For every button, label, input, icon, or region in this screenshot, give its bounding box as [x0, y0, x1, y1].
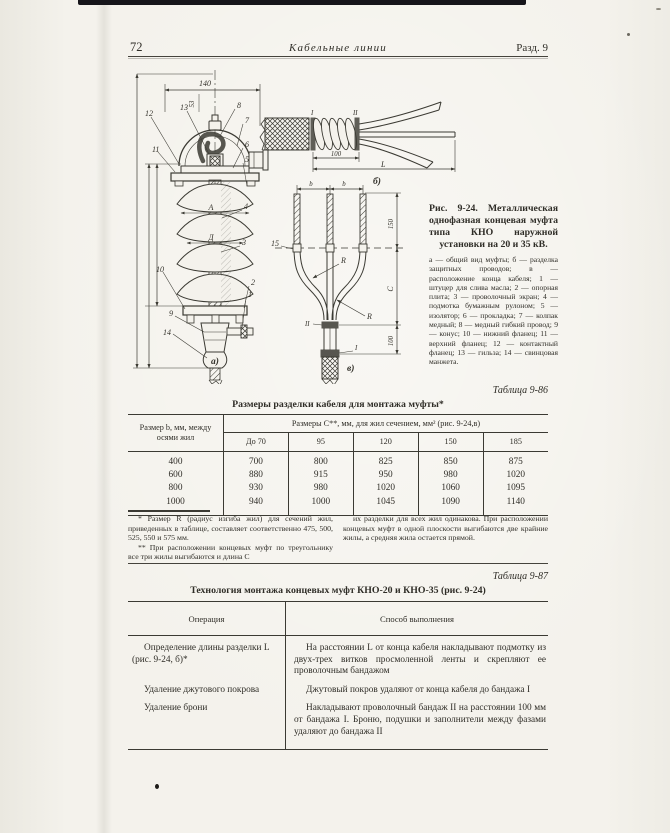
page-edge-shadow	[96, 0, 112, 833]
table-row	[128, 482, 548, 495]
cell: 1000	[128, 496, 224, 516]
table-row	[128, 452, 548, 470]
bandage-I-label-b: I	[311, 110, 314, 117]
sublabel-a: а)	[211, 357, 219, 367]
footnotes	[128, 514, 548, 562]
ink-speck	[656, 8, 661, 10]
cell: 700	[224, 452, 289, 470]
table-row	[128, 636, 548, 678]
cell: 875	[508, 457, 523, 467]
part-label-6: 6	[245, 140, 249, 149]
cell: 1090	[418, 496, 483, 516]
dim-label-100-b: 100	[330, 151, 342, 158]
method-cell: Джутовый покров удаляют от конца кабеля до бандажа I	[306, 684, 531, 695]
bandage-II-label-b: II	[353, 110, 358, 117]
footnote-continuation: их разделки для всех жил одинакова. При расположении концевых муфт в одной плоскости выгибаются две крайние жилы, а средняя жила остается прямой.	[343, 514, 548, 543]
dim-label-100-v: 100	[388, 335, 395, 347]
cell: 980	[418, 469, 483, 482]
table-row	[128, 496, 548, 516]
cell: 825	[353, 452, 418, 470]
part-label-13: 13	[180, 103, 188, 112]
part-label-11: 11	[152, 145, 160, 154]
footnote-double-asterisk: ** При расположении концевых муфт по треугольнику все три жилы выгибаются и длина С	[128, 542, 333, 562]
part-label-15: 15	[271, 239, 279, 248]
cell: 1045	[353, 496, 418, 516]
dim-label-C: C	[386, 286, 395, 292]
table-row	[128, 696, 548, 749]
dim-label-D: Д	[208, 233, 214, 242]
part-label-9: 9	[169, 309, 173, 318]
cell: 880	[224, 469, 289, 482]
table-row	[128, 469, 548, 482]
dim-label-A: А	[208, 203, 214, 212]
part-label-10: 10	[156, 265, 164, 274]
cell: 1020	[506, 470, 526, 481]
part-label-2: 2	[251, 278, 255, 287]
cell: 1000	[288, 496, 353, 516]
table-86-subheader: 120	[353, 433, 418, 452]
cell: 400	[128, 452, 224, 470]
table-86	[128, 414, 548, 516]
table-row	[128, 678, 548, 697]
part-label-7: 7	[245, 116, 249, 125]
cell: 1060	[418, 482, 483, 495]
dim-label-150: 150	[388, 218, 395, 230]
cell: 950	[353, 469, 418, 482]
method-cell: На расстоянии L от конца кабеля накладывают подмотку из двух-трех витков просмоленной ленты и скрепляют ее проволочным бандажом	[294, 643, 546, 677]
table-87	[128, 601, 548, 750]
table-86-subheader: 95	[288, 433, 353, 452]
part-label-12: 12	[145, 109, 153, 118]
running-title: Кабельные линии	[288, 42, 388, 54]
radius-label-2: R	[367, 312, 372, 321]
table-86-span-header: Размеры С**, мм, для жил сечением, мм² (рис. 9-24,в)	[224, 415, 549, 433]
section-separator-rule	[128, 563, 548, 564]
sublabel-b: б)	[373, 177, 381, 187]
footnote-rule	[128, 510, 210, 512]
table-86-subheader: 185	[483, 433, 548, 452]
section-label: Разд. 9	[516, 42, 548, 54]
cell: 930	[224, 482, 289, 495]
footnote-asterisk: * Размер R (радиус изгиба жил) для сечений жил, приведенных в таблице, составляет соответственно 475, 500, 525, 550 и 575 мм.	[128, 514, 333, 543]
cell: 800	[288, 452, 353, 470]
method-cell: Накладывают проволочный бандаж II на расстоянии 100 мм от бандажа I. Броню, подушки и заполнители между фазами удаляют до бандажа II	[294, 703, 546, 737]
dim-label-53: 53	[189, 100, 196, 108]
scan-edge-strip	[78, 0, 526, 5]
operation-cell: Определение длины разделки L (рис. 9-24, б)*	[132, 643, 270, 665]
ink-speck	[155, 784, 159, 789]
cell: 800	[128, 482, 224, 495]
part-label-5: 5	[245, 155, 249, 164]
header-rule-shadow	[128, 58, 548, 59]
part-label-8: 8	[237, 101, 241, 110]
part-label-14: 14	[163, 328, 171, 337]
page-number: 72	[130, 40, 143, 54]
table-87-header-method: Способ выполнения	[286, 602, 549, 636]
operation-cell: Удаление брони	[144, 703, 208, 714]
part-label-1: 1	[248, 290, 252, 299]
dim-label-b1: b	[309, 181, 313, 188]
ink-speck	[627, 33, 630, 36]
dim-label-L: L	[381, 160, 386, 169]
cell: 850	[418, 452, 483, 470]
bandage-II-label-v: II	[305, 321, 310, 328]
table-86-col1-header: Размер b, мм, между осями жил	[128, 415, 224, 452]
table-87-tag: Таблица 9-87	[492, 571, 548, 582]
figure-caption-legend: а — общий вид муфты; б — разделка защитных проводов; в — расположение конца кабеля; 1 — штуцер для слива масла; 2 — опорная плита; 3 — проволочный экран; 4 — подмотка бумажным рулоном; 5 — изолятор; 6 — прокладка; 7 — колпак медный; 8 — медный гибкий провод; 9 — конус; 10 — нижний фланец; 11 — верхний фланец; 12 — контактный фланец; 13 — гильза; 14 — свинцовая манжета.	[429, 255, 558, 367]
part-label-4: 4	[244, 202, 248, 211]
bandage-I-label-v: I	[355, 345, 358, 352]
table-86-tag: Таблица 9-86	[492, 385, 548, 396]
figure-caption	[429, 203, 558, 367]
cell: 1020	[353, 482, 418, 495]
table-87-title: Технология монтажа концевых муфт КНО-20 и КНО-35 (рис. 9-24)	[190, 585, 486, 596]
drawing-core-arrangement	[275, 185, 403, 384]
cell: 1140	[506, 496, 525, 507]
dim-label-140: 140	[199, 79, 211, 88]
table-86-subheader: 150	[418, 433, 483, 452]
figure-caption-title: Рис. 9-24. Металлическая однофазная концевая муфта типа КНО наружной установки на 20 и 35 кВ.	[429, 203, 558, 250]
dim-label-b2: b	[342, 181, 346, 188]
sublabel-v: в)	[347, 364, 355, 374]
operation-cell: Удаление джутового покрова	[144, 684, 260, 695]
cell: 915	[288, 469, 353, 482]
cell: 980	[288, 482, 353, 495]
part-label-3: 3	[242, 238, 246, 247]
table-86-title: Размеры разделки кабеля для монтажа муфты*	[232, 399, 444, 410]
cell: 1095	[506, 483, 526, 494]
table-86-subheader: До 70	[224, 433, 289, 452]
table-87-header-operation: Операция	[128, 602, 286, 636]
header-rule	[128, 56, 548, 57]
radius-label-1: R	[341, 256, 346, 265]
cell: 600	[128, 469, 224, 482]
footnote-column-right	[343, 514, 548, 562]
footnote-column-left	[128, 514, 333, 562]
cell: 940	[224, 496, 289, 516]
